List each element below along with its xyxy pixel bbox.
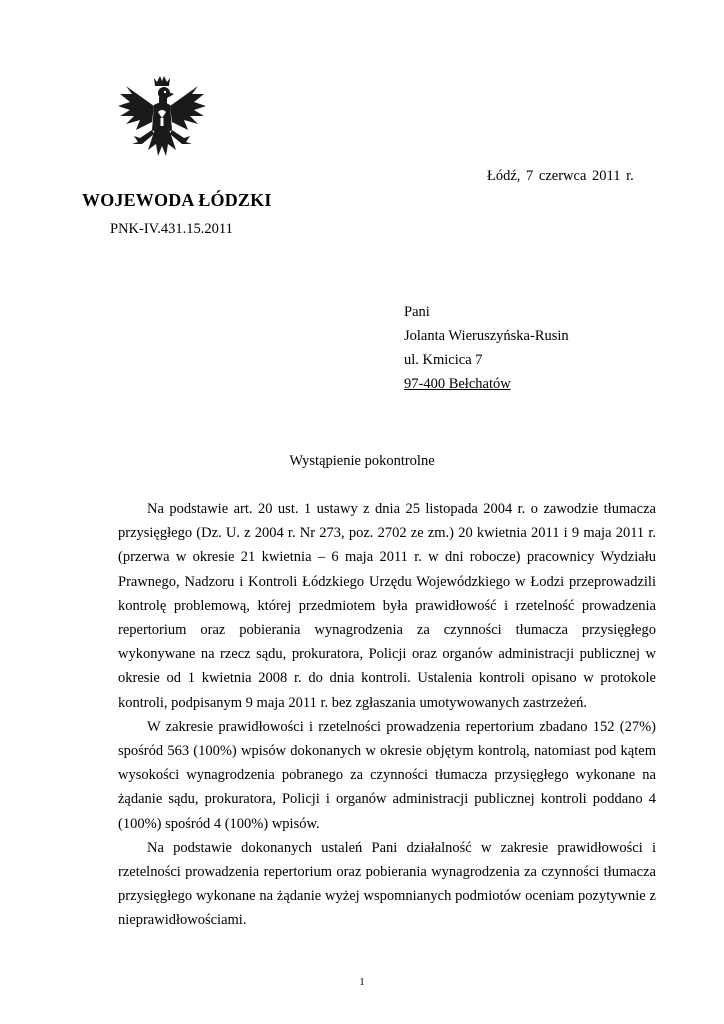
page-number: 1 [359, 976, 365, 988]
body-paragraph: W zakresie prawidłowości i rzetelności prowadzenia repertorium zbadano 152 (27%) spośród 563 (100%) wpisów dokonanych w okresie objętym kontrolą, natomiast pod kątem wysokości wynagrodzenia pobranego za czynności tłumacza przysięgłego wykonane na żądanie sądu, prokuratora, Policji i organów administracji publicznej kontroli poddano 4 (100%) spośród 4 (100%) wpisów. [118, 718, 656, 832]
document-body [118, 497, 656, 933]
eagle-emblem-icon [112, 72, 212, 170]
addressee-block [404, 300, 569, 396]
addressee-salutation: Pani [404, 304, 430, 320]
addressee-city: 97-400 Bełchatów [404, 376, 511, 392]
document-date: Łódź, 7 czerwca 2011 r. [487, 168, 634, 184]
addressee-street: ul. Kmicica 7 [404, 352, 483, 368]
reference-number: PNK-IV.431.15.2011 [110, 221, 233, 237]
issuing-authority: WOJEWODA ŁÓDZKI [82, 190, 272, 210]
document-title: Wystąpienie pokontrolne [289, 453, 435, 469]
body-paragraph: Na podstawie dokonanych ustaleń Pani działalność w zakresie prawidłowości i rzetelności prowadzenia repertorium oraz pobierania wynagrodzenia za czynności tłumacza przysięgłego wykonane na żądanie wyżej wspomnianych podmiotów oceniam pozytywnie z nieprawidłowościami. [118, 839, 656, 929]
body-paragraph: Na podstawie art. 20 ust. 1 ustawy z dnia 25 listopada 2004 r. o zawodzie tłumacza przysięgłego (Dz. U. z 2004 r. Nr 273, poz. 2702 ze zm.) 20 kwietnia 2011 i 9 maja 2011 r. (przerwa w okresie 21 kwietnia – 6 maja 2011 r. w dni robocze) pracownicy Wydziału Prawnego, Nadzoru i Kontroli Łódzkiego Urzędu Wojewódzkiego w Łodzi przeprowadzili kontrolę problemową, której przedmiotem była prawidłowość i rzetelność prowadzenia repertorium oraz pobierania wynagrodzenia za czynności tłumacza przysięgłego wykonywane na rzecz sądu, prokuratora, Policji oraz organów administracji publicznej w okresie od 1 kwietnia 2008 r. do dnia kontroli. Ustalenia kontroli opisano w protokole kontroli, podpisanym 9 maja 2011 r. bez zgłaszania umotywowanych zastrzeżeń. [118, 501, 656, 711]
addressee-name: Jolanta Wieruszyńska-Rusin [404, 328, 569, 344]
